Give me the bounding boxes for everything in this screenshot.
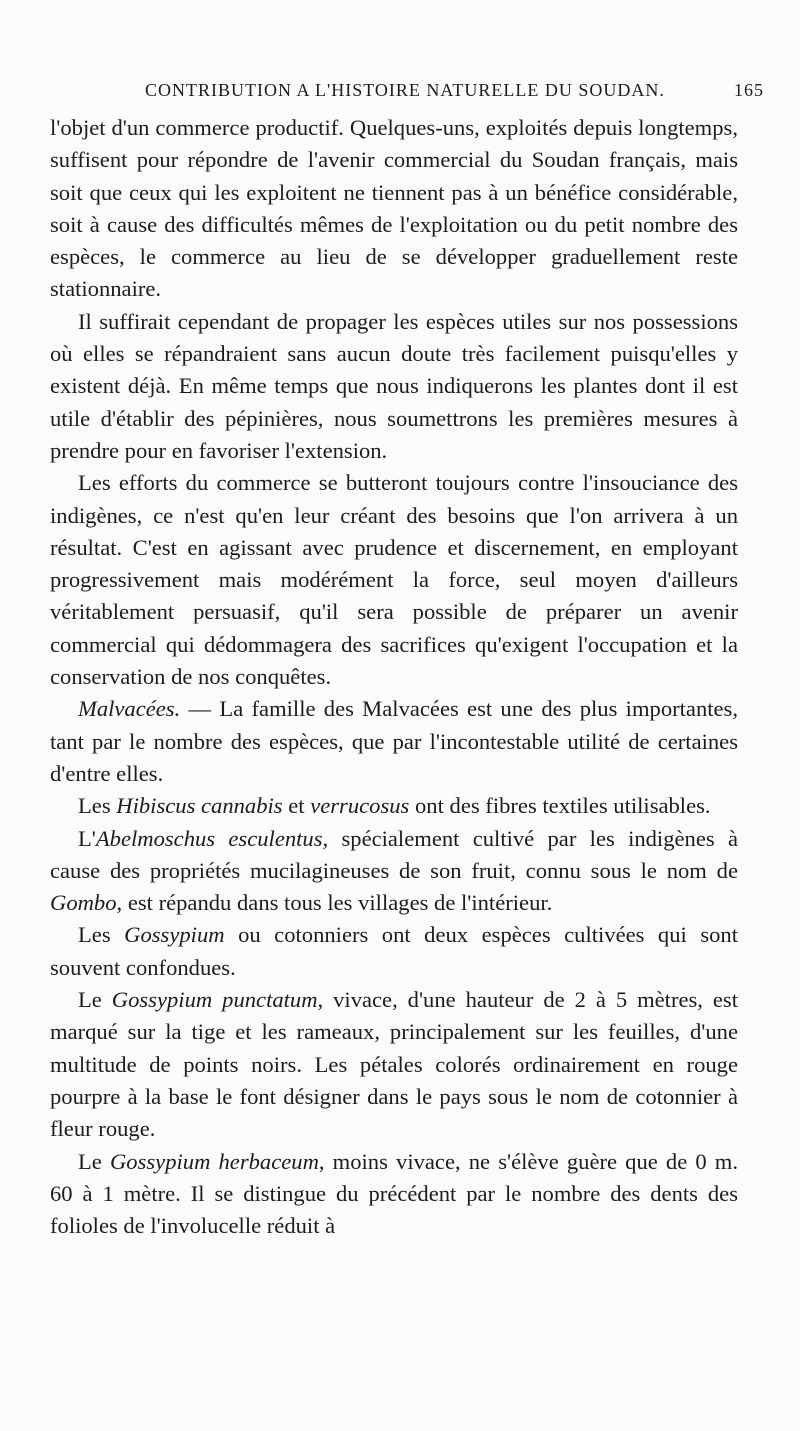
taxon-name: Abelmoschus esculentus (95, 825, 323, 851)
paragraph: Les efforts du commerce se butteront toujours contre l'insouciance des indigènes, ce n'est qu'en leur créant des besoins que l'on arrivera à un résultat. C'est en agissant avec prudence et discernement, en employant progressivement mais modérément la force, seul moyen d'ailleurs véritablement persuasif, qu'il sera possible de préparer un avenir commercial qui dédommagera des sacrifices qu'exigent l'occupation et la conservation de nos conquêtes. (50, 470, 738, 690)
paragraph-gossypium-herbaceum: Le Gossypium herbaceum, moins vivace, ne s'élève guère que de 0 m. 60 à 1 mètre. Il se distingue du précédent par le nombre des dents des folioles de l'involucelle réduit à (50, 1148, 738, 1239)
taxon-name: verrucosus (310, 793, 410, 819)
taxon-name: Gossypium herbaceum (109, 1148, 319, 1174)
paragraph-malvacees: Malvacées. — La famille des Malvacées est une des plus importantes, tant par le nombre des espèces, que par l'incontestable utilité de certaines d'entre elles. (50, 696, 738, 786)
taxon-name: Gossypium punctatum (111, 987, 318, 1013)
taxon-name: Hibiscus cannabis (116, 793, 283, 819)
page-number: 165 (734, 80, 764, 100)
page-header (0, 80, 800, 110)
paragraph-hibiscus: Les Hibiscus cannabis et verrucosus ont des fibres textiles utilisables. (78, 793, 711, 819)
paragraph-abelmoschus: L'Abelmoschus esculentus, spécialement cultivé par les indigènes à cause des propriétés mucilagineuses de son fruit, connu sous le nom de Gombo, est répandu dans tous les villages de l'intérieur. (50, 825, 738, 916)
body-text (50, 112, 738, 1242)
paragraph: l'objet d'un commerce productif. Quelques-uns, exploités depuis longtemps, suffisent pour répondre de l'avenir commercial du Soudan français, mais soit que ceux qui les exploitent ne tiennent pas à un bénéfice considérable, soit à cause des difficultés mêmes de l'exploitation ou du petit nombre des espèces, le commerce au lieu de se développer graduellement reste stationnaire. (50, 115, 738, 302)
vernacular-name: Gombo (50, 890, 117, 916)
paragraph: Il suffirait cependant de propager les espèces utiles sur nos possessions où elles se répandraient sans aucun doute très facilement puisqu'elles y existent déjà. En même temps que nous indiquerons les plantes dont il est utile d'établir des pépinières, nous soumettrons les premières mesures à prendre pour en favoriser l'extension. (50, 308, 738, 463)
running-head: CONTRIBUTION A L'HISTOIRE NATURELLE DU SOUDAN. (145, 80, 665, 100)
taxon-name: Gossypium (124, 922, 225, 948)
paragraph-gossypium: Les Gossypium ou cotonniers ont deux espèces cultivées qui sont souvent confondues. (50, 922, 738, 980)
section-heading: Malvacées. (78, 696, 181, 722)
paragraph-gossypium-punctatum: Le Gossypium punctatum, vivace, d'une hauteur de 2 à 5 mètres, est marqué sur la tige et les rameaux, principalement sur les feuilles, d'une multitude de points noirs. Les pétales colorés ordinairement en rouge pourpre à la base le font désigner dans le pays sous le nom de cotonnier à fleur rouge. (50, 987, 738, 1142)
